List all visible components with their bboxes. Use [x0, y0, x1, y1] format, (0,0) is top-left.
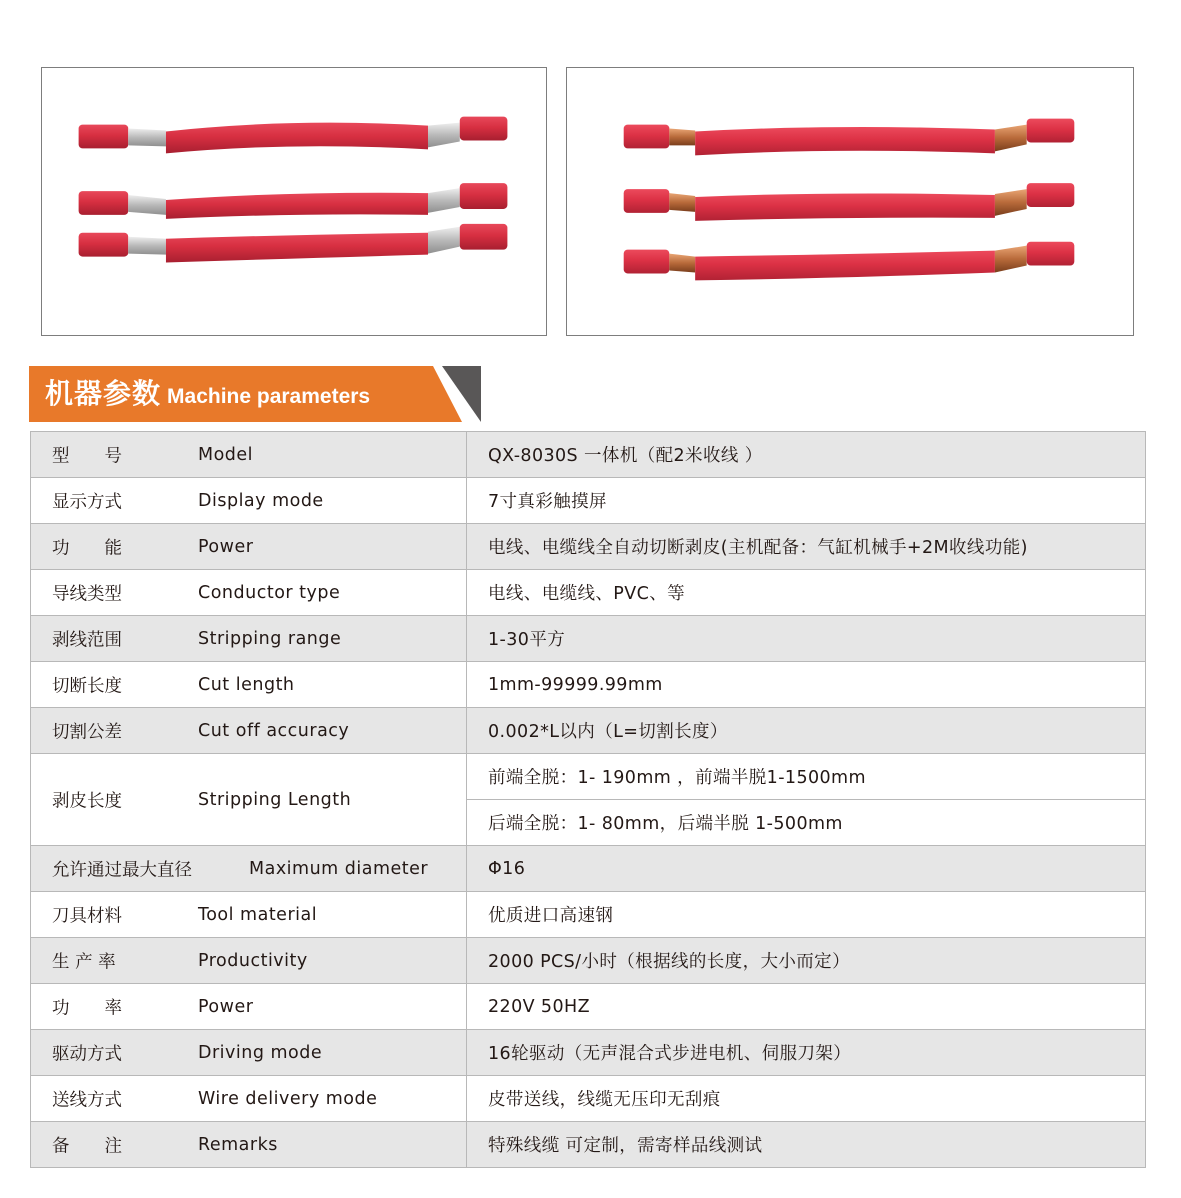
section-title-en: Machine parameters	[167, 385, 371, 408]
param-row-stripping-range	[31, 616, 1146, 662]
param-row-cut-length	[31, 662, 1146, 708]
param-label-cn: 切割公差	[52, 722, 122, 742]
param-row-max-diameter	[31, 846, 1146, 892]
param-label-en: Remarks	[198, 1134, 278, 1155]
param-label-en: Maximum diameter	[249, 858, 429, 879]
param-label-cell	[31, 1030, 467, 1076]
param-label-cn: 功 能	[52, 538, 122, 558]
param-label-cell	[31, 1076, 467, 1122]
param-label-en: Driving mode	[198, 1042, 323, 1063]
param-label-en: Stripping Length	[198, 789, 352, 810]
param-label-en: Cut off accuracy	[198, 720, 350, 741]
param-row-power-supply	[31, 984, 1146, 1030]
param-label-cell	[31, 938, 467, 984]
param-value: 2000 PCS/小时（根据线的长度，大小而定）	[467, 938, 1146, 984]
param-label-cn: 驱动方式	[52, 1044, 122, 1064]
param-label-cn: 允许通过最大直径	[52, 860, 192, 880]
param-label-en: Wire delivery mode	[198, 1088, 378, 1109]
param-label-cn: 送线方式	[52, 1090, 122, 1110]
param-value: 皮带送线，线缆无压印无刮痕	[467, 1076, 1146, 1122]
silver-cable	[79, 117, 508, 154]
copper-cable	[624, 183, 1075, 221]
param-label-cell	[31, 662, 467, 708]
silver-cable	[79, 183, 508, 219]
product-photo-silver-cables	[41, 67, 547, 336]
copper-cable	[624, 242, 1075, 281]
param-value: 特殊线缆 可定制，需寄样品线测试	[467, 1122, 1146, 1168]
param-label-cell	[31, 616, 467, 662]
param-label-cell	[31, 478, 467, 524]
param-row-cut-accuracy	[31, 708, 1146, 754]
param-value: 1mm-99999.99mm	[467, 662, 1146, 708]
param-label-cell	[31, 1122, 467, 1168]
param-value: 16轮驱动（无声混合式步进电机、伺服刀架）	[467, 1030, 1146, 1076]
param-value: 220V 50HZ	[467, 984, 1146, 1030]
param-label-cn: 型 号	[52, 446, 122, 466]
section-title	[45, 372, 370, 416]
param-value: Φ16	[467, 846, 1146, 892]
param-label-cn: 刀具材料	[52, 906, 122, 926]
parameters-table	[30, 431, 1146, 1168]
param-value: 前端全脱：1- 190mm ，前端半脱1-1500mm	[467, 754, 1146, 800]
param-row-display-mode	[31, 478, 1146, 524]
param-label-en: Productivity	[198, 950, 308, 971]
param-row-driving-mode	[31, 1030, 1146, 1076]
section-title-cn: 机器参数	[45, 377, 162, 410]
param-label-en: Model	[198, 444, 254, 465]
param-label-cell	[31, 984, 467, 1030]
param-row-productivity	[31, 938, 1146, 984]
param-value: 电线、电缆线、PVC、等	[467, 570, 1146, 616]
section-header-machine-parameters	[29, 366, 481, 422]
copper-cable	[624, 119, 1075, 156]
param-row-function	[31, 524, 1146, 570]
param-row-remarks	[31, 1122, 1146, 1168]
param-label-cn: 剥皮长度	[52, 791, 122, 811]
param-label-en: Power	[198, 536, 254, 557]
param-label-en: Display mode	[198, 490, 324, 511]
param-label-cn: 导线类型	[52, 584, 122, 604]
param-label-en: Tool material	[198, 904, 318, 925]
param-label-cn: 备 注	[52, 1136, 122, 1156]
param-label-cell	[31, 754, 467, 846]
param-value: QX-8030S 一体机（配2米收线 ）	[467, 432, 1146, 478]
param-row-model	[31, 432, 1146, 478]
param-label-en: Stripping range	[198, 628, 342, 649]
param-row-stripping-length	[31, 754, 1146, 800]
param-label-cell	[31, 708, 467, 754]
param-label-cell	[31, 846, 467, 892]
param-value: 1-30平方	[467, 616, 1146, 662]
silver-cable	[79, 224, 508, 263]
param-value: 7寸真彩触摸屏	[467, 478, 1146, 524]
param-label-cn: 功 率	[52, 998, 122, 1018]
param-label-en: Power	[198, 996, 254, 1017]
param-label-en: Conductor type	[198, 582, 341, 603]
param-value: 后端全脱：1- 80mm，后端半脱 1-500mm	[467, 800, 1146, 846]
param-label-cell	[31, 432, 467, 478]
param-label-cn: 显示方式	[52, 492, 122, 512]
param-row-wire-delivery	[31, 1076, 1146, 1122]
param-row-tool-material	[31, 892, 1146, 938]
param-label-cn: 生 产 率	[52, 952, 116, 972]
param-row-conductor-type	[31, 570, 1146, 616]
param-value: 0.002*L以内（L=切割长度）	[467, 708, 1146, 754]
param-label-en: Cut length	[198, 674, 295, 695]
param-value: 电线、电缆线全自动切断剥皮(主机配备：气缸机械手+2M收线功能)	[467, 524, 1146, 570]
param-label-cell	[31, 892, 467, 938]
product-photo-copper-cables	[566, 67, 1134, 336]
param-label-cell	[31, 570, 467, 616]
param-value: 优质进口高速钢	[467, 892, 1146, 938]
param-label-cn: 剥线范围	[52, 630, 122, 650]
param-label-cn: 切断长度	[52, 676, 122, 696]
param-label-cell	[31, 524, 467, 570]
